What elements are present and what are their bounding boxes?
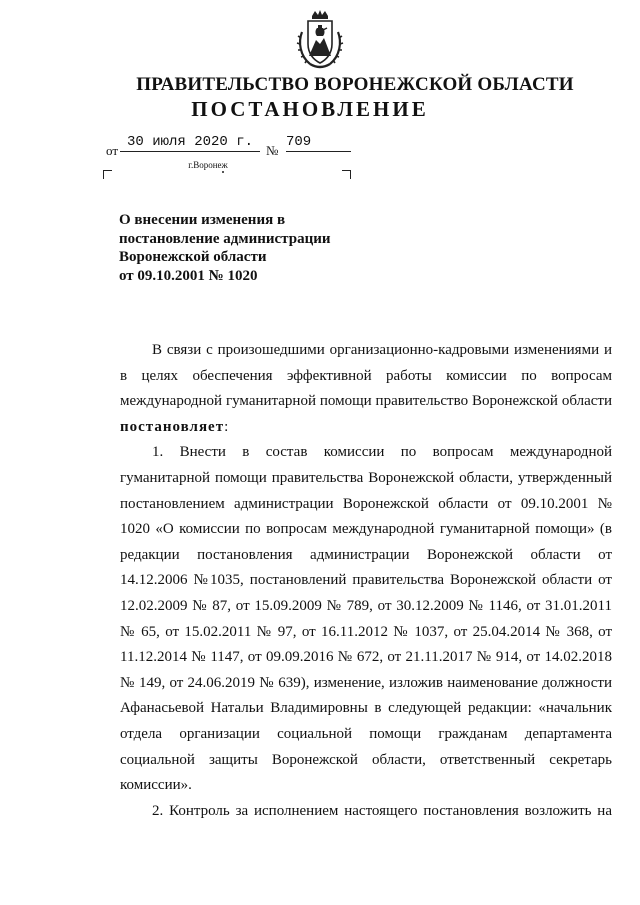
document-city: г.Воронеж <box>188 160 228 170</box>
center-dot-mark <box>222 171 224 173</box>
registration-line <box>106 134 366 158</box>
subject-line: постановление администрации <box>119 230 331 247</box>
voronezh-coat-of-arms-icon <box>296 10 344 72</box>
document-number: 709 <box>286 134 351 152</box>
preamble-paragraph <box>120 338 612 440</box>
right-corner-mark <box>342 170 351 179</box>
date-label: от <box>106 143 119 158</box>
organization-title: ПРАВИТЕЛЬСТВО ВОРОНЕЖСКОЙ ОБЛАСТИ <box>136 74 574 95</box>
subject-line: Воронежской области <box>119 249 267 266</box>
document-subject <box>119 211 331 286</box>
decree-punctuation: : <box>224 418 229 435</box>
document-date: 30 июля 2020 г. <box>120 134 260 152</box>
subject-line: от 09.10.2001 № 1020 <box>119 268 258 285</box>
paragraph-2: 2. Контроль за исполнением настоящего постановления возложить на <box>152 802 612 819</box>
preamble-text: В связи с произошедшими организационно-кадровыми изменениями и в целях обеспечения эффективной работы комиссии по вопросам международной гуманитарной помощи правительство Воронежской области <box>120 342 612 410</box>
left-corner-mark <box>103 170 112 179</box>
paragraph-1: 1. Внести в состав комиссии по вопросам международной гуманитарной помощи правительства Воронежской области, утвержденный постановлением администрации Воронежской области от 09.10.2001 № 1020 «О комиссии по вопросам международной гуманитарной помощи» (в редакции постановления администрации Воронежской области от 14.12.2006 №1035, постановлений правительства Воронежской области от 12.02.2009 № 87, от 15.09.2009 № 789, от 30.12.2009 № 1146, от 31.01.2011 № 65, от 15.02.2011 № 97, от 16.11.2012 № 1037, от 25.04.2014 № 368, от 11.12.2014 № 1147, от 09.09.2016 № 672, от 21.11.2017 № 914, от 14.02.2018 № 149, от 24.06.2019 № 639), изменение, изложив наименование должности Афанасьевой Натальи Владимировны в следующей редакции: «начальник отдела организации социальной помощи гражданам департамента социальной защиты Воронежской области, ответственный секретарь комиссии». <box>120 444 612 794</box>
decree-word: постановляет <box>120 418 225 435</box>
number-label: № <box>266 143 279 158</box>
document-type: ПОСТАНОВЛЕНИЕ <box>191 97 429 121</box>
document-body <box>120 338 612 824</box>
subject-line: О внесении изменения в <box>119 212 286 228</box>
